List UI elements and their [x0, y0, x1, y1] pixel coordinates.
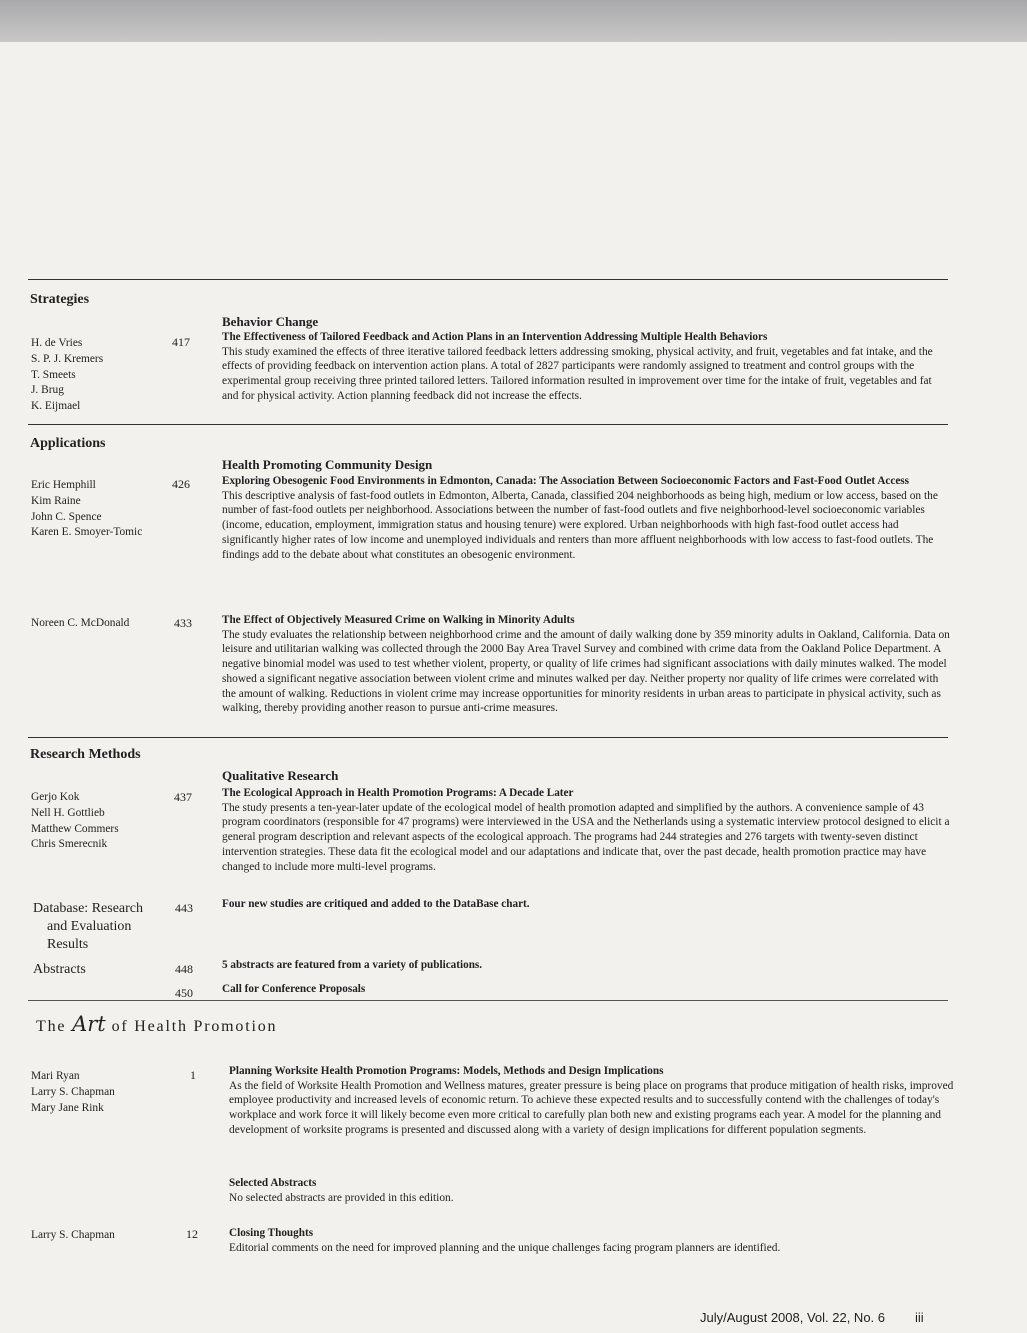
- page-number: 1: [190, 1068, 196, 1082]
- database-heading-line: Database: Research: [33, 901, 143, 916]
- database-heading-line: Results: [47, 937, 89, 952]
- section-rule-applications: [28, 424, 948, 425]
- author: Matthew Commers: [31, 822, 119, 835]
- database-heading-line: and Evaluation: [47, 919, 132, 934]
- article-abstract: The study evaluates the relationship between neighborhood crime and the amount of daily walking done by 359 minority adults in Oakland, California. Data on leisure and utilitarian walking was collected through the 2000 Bay Area Travel Survey and combined with crime data from the Oakland Police Department. A negative binomial model was used to test whether violent, property, or quality of life crimes had significant associations with daily minutes walked. The model showed a significant negative association between violent crime and minutes walked per day. Neither property nor quality of life crimes were correlated with the amount of walking. Reductions in violent crime may increase opportunities for minority residents in urban areas to participate in physical activity, such as walking, thereby providing another reason to pursue anti-crime measures.: [222, 628, 950, 715]
- database-description: [222, 897, 950, 912]
- page-number: 448: [175, 962, 193, 976]
- art-title-prefix: The: [36, 1018, 67, 1035]
- article-ecological-approach: [222, 786, 950, 874]
- database-heading: [33, 900, 143, 954]
- author: Eric Hemphill: [31, 479, 96, 491]
- subhead-community-design: Health Promoting Community Design: [222, 457, 433, 472]
- article-abstract: This descriptive analysis of fast-food outlets in Edmonton, Alberta, Canada, classified 204 neighborhoods as being high, medium or low access, based on the number of fast-food outlets per neighborhood. Associations between the number of fast-food outlets and five neighborhood-level socioeconomic variables (income, education, employment, immigration status and housing tenure) were explored. Urban neighborhoods with high fast-food outlet access had significantly higher rates of low income and unemployed individuals and renters than more affluent neighborhoods with low access to fast-food outlets. The findings add to the debate about what constitutes an obesogenic environment.: [222, 489, 938, 561]
- page-number: 437: [174, 790, 192, 804]
- author: Karen E. Smoyer-Tomic: [31, 526, 143, 539]
- author: J. Brug: [31, 384, 64, 397]
- author: Noreen C. McDonald: [31, 617, 130, 629]
- selected-abstracts-title: Selected Abstracts: [229, 1177, 317, 1189]
- article-obesogenic-food: [222, 474, 950, 562]
- author: Larry S. Chapman: [31, 1229, 115, 1241]
- authors-qualitative: [31, 790, 119, 853]
- authors-planning: [31, 1069, 115, 1116]
- page-number: 417: [172, 335, 190, 349]
- article-title: The Ecological Approach in Health Promotion Programs: A Decade Later: [222, 787, 574, 799]
- database-text: Four new studies are critiqued and added to the DataBase chart.: [222, 898, 530, 910]
- section-rule-research: [28, 737, 948, 738]
- art-title-art-word: Art: [72, 1012, 106, 1036]
- article-abstract: This study examined the effects of three iterative tailored feedback letters addressing smoking, physical activity, and fruit, vegetables and fat intake, and the effects of providing feedback on intervention action plans. A total of 2827 participants were randomly assigned to treatment and control groups with the experimental group receiving three printed tailored letters. Tailored information resulted in improvement over time for the intake of fruit, vegetables and fat and for physical activity. Action planning feedback did not increase the effects.: [222, 345, 933, 402]
- section-heading-research-methods: Research Methods: [30, 747, 141, 762]
- section-rule-strategies: [28, 279, 948, 280]
- page-footer: [700, 1310, 924, 1325]
- abstracts-heading: Abstracts: [33, 962, 86, 977]
- article-title: The Effectiveness of Tailored Feedback and Action Plans in an Intervention Addressing Multiple Health Behaviors: [222, 331, 768, 343]
- authors-community: [31, 478, 142, 541]
- conference-text: Call for Conference Proposals: [222, 983, 366, 995]
- abstracts-text: 5 abstracts are featured from a variety of publications.: [222, 959, 483, 971]
- author: H. de Vries: [31, 337, 83, 349]
- author: John C. Spence: [31, 510, 102, 523]
- issue-info: July/August 2008, Vol. 22, No. 6: [700, 1310, 886, 1325]
- article-title: Exploring Obesogenic Food Environments in Edmonton, Canada: The Association Between Socioeconomic Factors and Fast-Food Outlet Access: [222, 475, 910, 487]
- art-title-suffix: of Health Promotion: [111, 1018, 278, 1035]
- author: K. Eijmael: [31, 400, 81, 413]
- author: Larry S. Chapman: [31, 1085, 115, 1098]
- closing-thoughts-title: Closing Thoughts: [229, 1227, 314, 1239]
- article-title: The Effect of Objectively Measured Crime on Walking in Minority Adults: [222, 614, 575, 626]
- closing-thoughts: [229, 1226, 955, 1255]
- selected-abstracts-text: No selected abstracts are provided in this edition.: [229, 1191, 454, 1204]
- author: S. P. J. Kremers: [31, 352, 104, 365]
- article-planning-worksite: [229, 1064, 955, 1138]
- author: Gerjo Kok: [31, 791, 80, 803]
- closing-thoughts-text: Editorial comments on the need for improved planning and the unique challenges facing program planners are identified.: [229, 1241, 781, 1254]
- authors-behavior: [31, 336, 103, 415]
- author: Nell H. Gottlieb: [31, 806, 105, 819]
- subhead-qualitative-research: Qualitative Research: [222, 768, 339, 783]
- conference-description: [222, 982, 950, 997]
- section-rule-art: [28, 1000, 948, 1001]
- author: Kim Raine: [31, 494, 81, 507]
- article-abstract: As the field of Worksite Health Promotion and Wellness matures, greater pressure is being place on programs that produce mitigation of health risks, improved employee productivity and increased levels of economic return. To achieve these expected results and to successfully contend with the challenges of today's workplace and work force it will likely become even more critical to carefully plan both new and existing programs each year. A model for the planning and development of worksite programs is presented and discussed along with a variety of design implications for different population segments.: [229, 1079, 954, 1136]
- author: T. Smeets: [31, 368, 76, 381]
- section-heading-applications: Applications: [30, 436, 106, 451]
- page-number: 450: [175, 986, 193, 1000]
- scan-top-band: [0, 0, 1027, 42]
- page-number: 426: [172, 477, 190, 491]
- author: Mari Ryan: [31, 1070, 80, 1082]
- article-abstract: The study presents a ten-year-later update of the ecological model of health promotion adapted and simplified by the authors. A convenience sample of 43 program coordinators (responsible for 47 programs) were interviewed in the USA and the Netherlands using a systematic interview protocol designed to elicit a general program description and relevant aspects of the ecological approach. The programs had 244 strategies and 276 targets with twenty-seven distinct intervention strategies. These data fit the ecological model and our adaptations and indicate that, over the past decade, health promotion practice may have changed to include more multi-level programs.: [222, 801, 950, 873]
- author: Mary Jane Rink: [31, 1101, 104, 1114]
- article-crime-walking: [222, 613, 950, 716]
- authors-crime: [31, 616, 129, 632]
- abstracts-description: [222, 958, 950, 973]
- selected-abstracts: [229, 1176, 955, 1205]
- footer-page-number: iii: [915, 1310, 924, 1325]
- article-title: Planning Worksite Health Promotion Programs: Models, Methods and Design Implications: [229, 1065, 664, 1077]
- author: Chris Smerecnik: [31, 838, 108, 851]
- section-heading-strategies: Strategies: [30, 292, 90, 307]
- page-number: 433: [174, 616, 192, 630]
- subhead-behavior-change: Behavior Change: [222, 314, 319, 329]
- authors-closing: [31, 1228, 115, 1244]
- art-of-health-promotion-title: [36, 1012, 277, 1036]
- page-number: 443: [175, 901, 193, 915]
- article-tailored-feedback: [222, 330, 950, 404]
- page-number: 12: [186, 1227, 198, 1241]
